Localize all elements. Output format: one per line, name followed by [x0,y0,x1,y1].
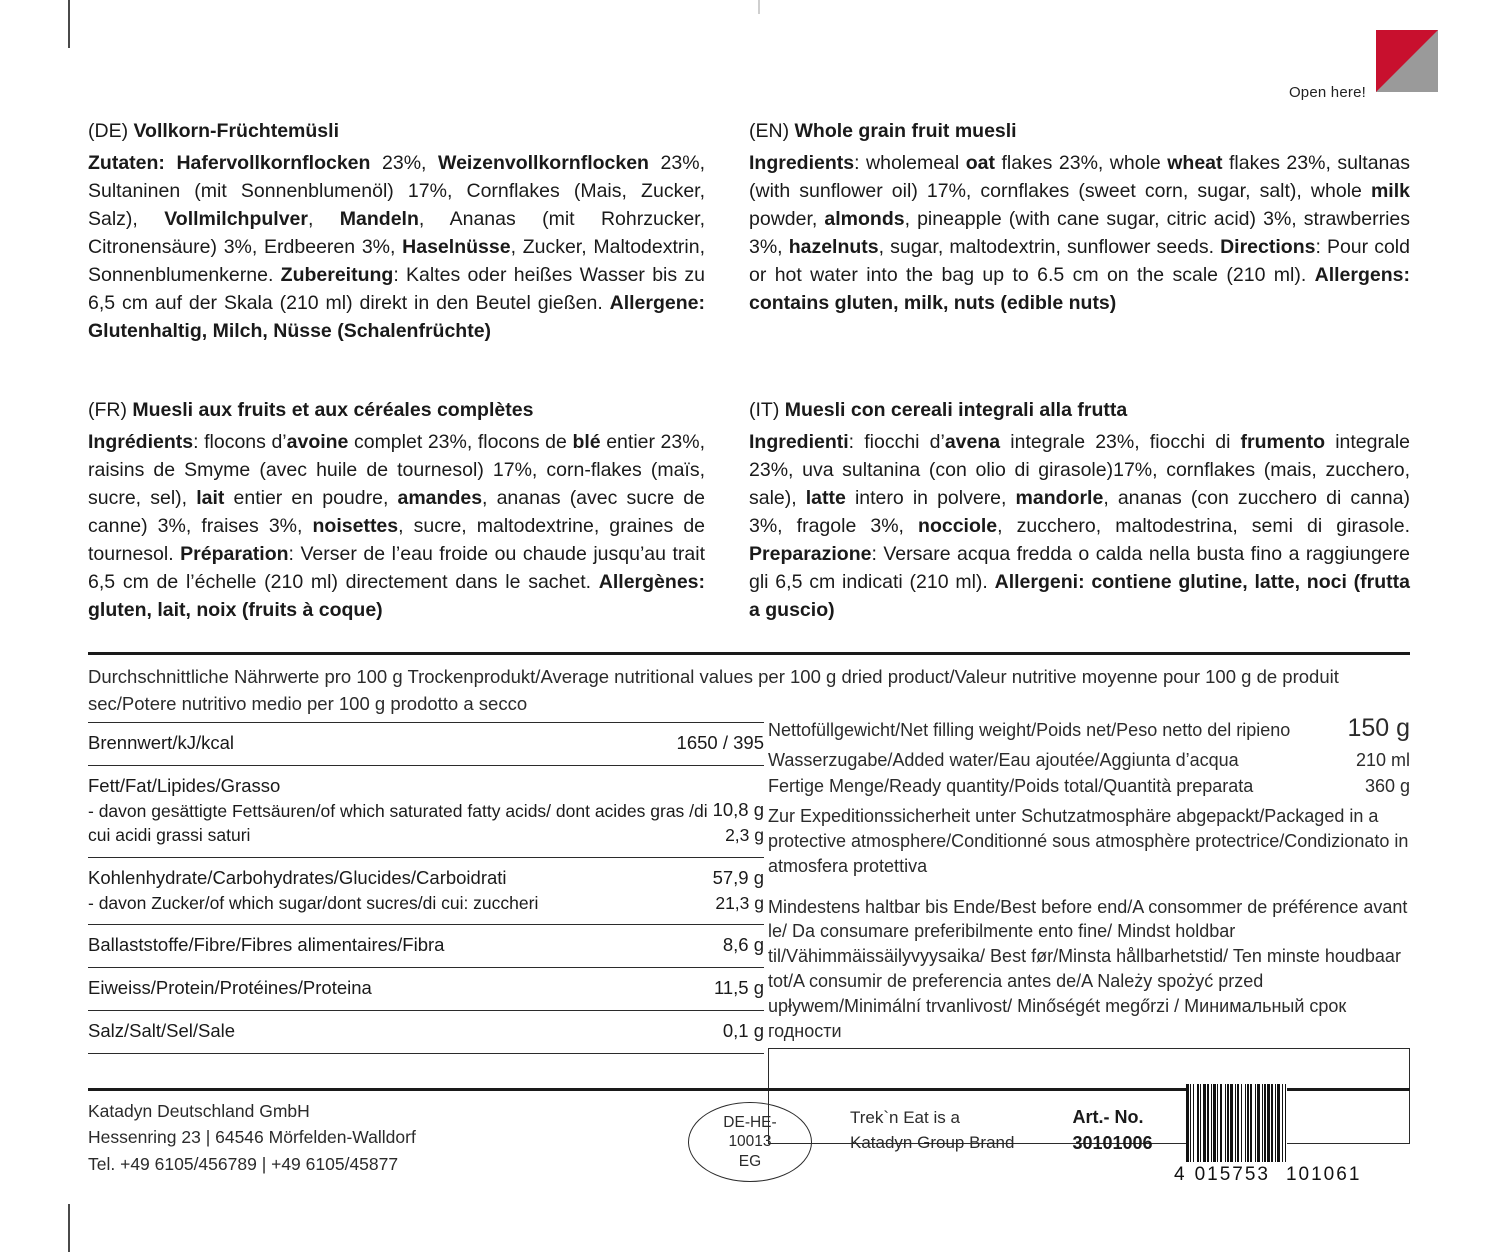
barcode-digit-group-2: 101061 [1285,1164,1362,1185]
ec-mark-line-2: 10013 [728,1133,772,1151]
product-name-de: Vollkorn-Früchtemüsli [133,120,339,142]
article-number-value: 30101006 [1072,1133,1153,1154]
barcode-bars [1174,1084,1410,1162]
divider-nutrition-top [88,652,1410,655]
article-number-label: Art.- No. [1072,1107,1144,1127]
nutrition-label: Fett/Fat/Lipides/Grasso [88,774,281,796]
protective-atmosphere-text: Zur Expeditionssicherheit unter Schutzatmosphäre abgepackt/Packaged in a protective atmosphere/Conditionné sous atmosphère protectrice/Condizionato in atmosfera protettiva [768,806,1409,876]
nutrition-label: Ballaststoffe/Fibre/Fibres alimentaires/Fibra [88,934,445,956]
best-before-text: Mindestens haltbar bis Ende/Best before end/A consommer de préférence avant le/ Da consumare preferibilmente ento fine/ Mindst holdbar til/Vähimmäissäilyvyysaika/ Best før/Minsta hållbarhetstid/ Ten minste houdbaar tot/A consumir de preferencia antes de/A Należy spożyć przed upływem/Minimální trvanlivost/ Minőségét megőrzi / Минимальный срок годности [768,896,1408,1041]
language-title-en [749,118,1410,146]
nutrition-value: 57,9 g [712,866,764,888]
language-block-en [749,118,1410,317]
nutrition-label: Eiweiss/Protein/Protéines/Proteina [88,977,372,999]
language-code-de: (DE) [88,120,129,142]
ec-mark-line-3: EG [738,1152,762,1170]
ready-quantity-value: 360 g [1364,776,1410,797]
nutrition-label: Salz/Salt/Sel/Sale [88,1019,236,1041]
crop-mark-bottom-left [68,1204,70,1252]
brand-note [850,1106,1014,1155]
language-code-fr: (FR) [88,399,127,422]
language-block-it [749,397,1410,624]
table-row [88,924,764,967]
table-row [88,967,764,1010]
barcode-digits [1174,1162,1410,1186]
table-row [88,765,764,857]
nutrition-value: 11,5 g [713,977,764,999]
language-body-en: Ingredients: wholemeal oat flakes 23%, whole wheat flakes 23%, sultanas (with sunflower oil) 17%, cornflakes (sweet corn, sugar, salt), whole milk powder, almonds, pineapple (with cane sugar, citric acid) 3%, strawberries 3%, hazelnuts, sugar, maltodextrin, sunflower seeds. Directions: Pour cold or hot water into the bag up to 6.5 cm on the scale (210 ml). Allergens: contains gluten, milk, nuts (edible nuts) [749,151,1410,315]
ready-quantity-row [768,773,1410,800]
brand-note-line-2: Katadyn Group Brand [850,1132,1015,1152]
ec-identification-mark [688,1102,812,1182]
footer [88,1098,1410,1185]
nutrition-value: 8,6 g [722,934,764,956]
language-body-fr: Ingrédients: flocons d’avoine complet 23%, flocons de blé entier 23%, raisins de Smyme (avec huile de tournesol) 17%, corn-flakes (maïs, sucre, sel), lait entier en poudre, amandes, ananas (avec sucre de canne) 3%, fraises 3%, noisettes, sucre, maltodextrine, graines de tournesol. Préparation: Verser de l’eau froide ou chaude jusqu’au trait 6,5 cm de l’échelle (210 ml) directement dans le sachet. Allergènes: gluten, lait, noix (fruits à coque) [88,430,706,622]
language-column-left-bottom [88,397,749,676]
language-column-right-top [749,118,1410,397]
added-water-value: 210 ml [1355,749,1410,770]
product-name-it: Muesli con cereali integrali alla frutta [784,399,1128,422]
language-block-fr [88,397,705,624]
open-here-corner-icon [1376,30,1438,92]
nutrition-label: Brennwert/kJ/kcal [88,732,234,753]
nutrition-intro: Durchschnittliche Nährwerte pro 100 g Trockenprodukt/Average nutritional values per 100 g dried product/Valeur nutritive moyenne pour 100 g de produit sec/Potere nutritivo medio per 100 g prodotto a secco [88,666,1339,714]
language-title-fr [88,397,705,425]
company-address [88,1098,688,1177]
company-street: Hessenring 23 | 64546 Mörfelden-Walldorf [88,1127,416,1148]
table-row [88,857,764,924]
nutrition-value: 1650 / 395 [676,732,764,753]
nutrition-value: 0,1 g [722,1019,764,1041]
net-weight-row [768,710,1410,747]
crop-mark-top-left [68,0,70,48]
open-here-label: Open here! [1288,84,1366,101]
company-phone: Tel. +49 6105/456789 | +49 6105/45877 [88,1153,399,1174]
table-row [88,1010,764,1054]
table-row [88,722,764,765]
article-number [1072,1104,1152,1156]
packaging-info-panel [768,710,1410,1144]
crop-mark-top-center [758,0,760,14]
nutrition-value: 10,8 g [712,799,764,821]
language-sections [88,118,1410,676]
product-name-en: Whole grain fruit muesli [794,120,1017,142]
added-water-label: Wasserzugabe/Added water/Eau ajoutée/Aggiunta d’acqua [768,749,1239,770]
language-column-right-bottom [749,397,1410,676]
barcode-digit-first: 4 [1174,1164,1187,1185]
nutrition-label: Kohlenhydrate/Carbohydrates/Glucides/Carboidrati [88,866,507,888]
ec-mark-line-1: DE-HE- [723,1113,777,1131]
nutrition-sub-value: 2,3 g [725,825,764,846]
language-code-it: (IT) [749,399,780,422]
language-body-it: Ingredienti: fiocchi d’avena integrale 23%, fiocchi di frumento integrale 23%, uva sultanina (con olio di girasole)17%, cornflakes (mais, zucchero, sale), latte intero in polvere, mandorle, ananas (con zucchero di canna) 3%, fragole 3%, nocciole, zucchero, maltodestrina, semi di girasole. Preparazione: Versare acqua fredda o calda nella busta fino a raggiungere gli 6,5 cm indicati (210 ml). Allergeni: contiene glutine, latte, noci (frutta a guscio) [749,430,1410,622]
brand-note-line-1: Trek`n Eat is a [850,1108,960,1127]
language-code-en: (EN) [749,120,790,142]
language-body-de: Zutaten: Hafervollkornflocken 23%, Weizenvollkornflocken 23%, Sultaninen (mit Sonnenblumenöl) 17%, Cornflakes (Mais, Zucker, Salz), Vollmilchpulver, Mandeln, Ananas (mit Rohrzucker, Citronensäure) 3%, Erdbeeren 3%, Haselnüsse, Zucker, Maltodextrin, Sonnenblumenkerne. Zubereitung: Kaltes oder heißes Wasser bis zu 6,5 cm auf der Skala (210 ml) direkt in den Beutel gießen. Allergene: Glutenhaltig, Milch, Nüsse (Schalenfrüchte) [88,151,705,343]
language-title-de [88,118,705,146]
barcode [1174,1084,1410,1186]
barcode-digit-group-1: 015753 [1194,1164,1270,1185]
nutrition-table [88,722,764,1054]
net-weight-label: Nettofüllgewicht/Net filling weight/Poids net/Peso netto del ripieno [768,720,1291,740]
company-name: Katadyn Deutschland GmbH [88,1101,310,1121]
ready-quantity-label: Fertige Menge/Ready quantity/Poids total/Quantità preparata [768,776,1254,797]
net-weight-value: 150 g [1347,714,1410,742]
language-column-left-top [88,118,749,397]
product-name-fr: Muesli aux fruits et aux céréales complètes [132,399,534,422]
added-water-row [768,747,1410,774]
language-block-de [88,118,705,345]
nutrition-sub-value: 21,3 g [715,892,764,913]
language-title-it [749,397,1410,425]
nutrition-sub-label: - davon gesättigte Fettsäuren/of which saturated fatty acids/ dont acides gras /di cui acidi grassi saturi [88,800,708,846]
nutrition-sub-label: - davon Zucker/of which sugar/dont sucres/di cui: zuccheri [88,892,539,913]
